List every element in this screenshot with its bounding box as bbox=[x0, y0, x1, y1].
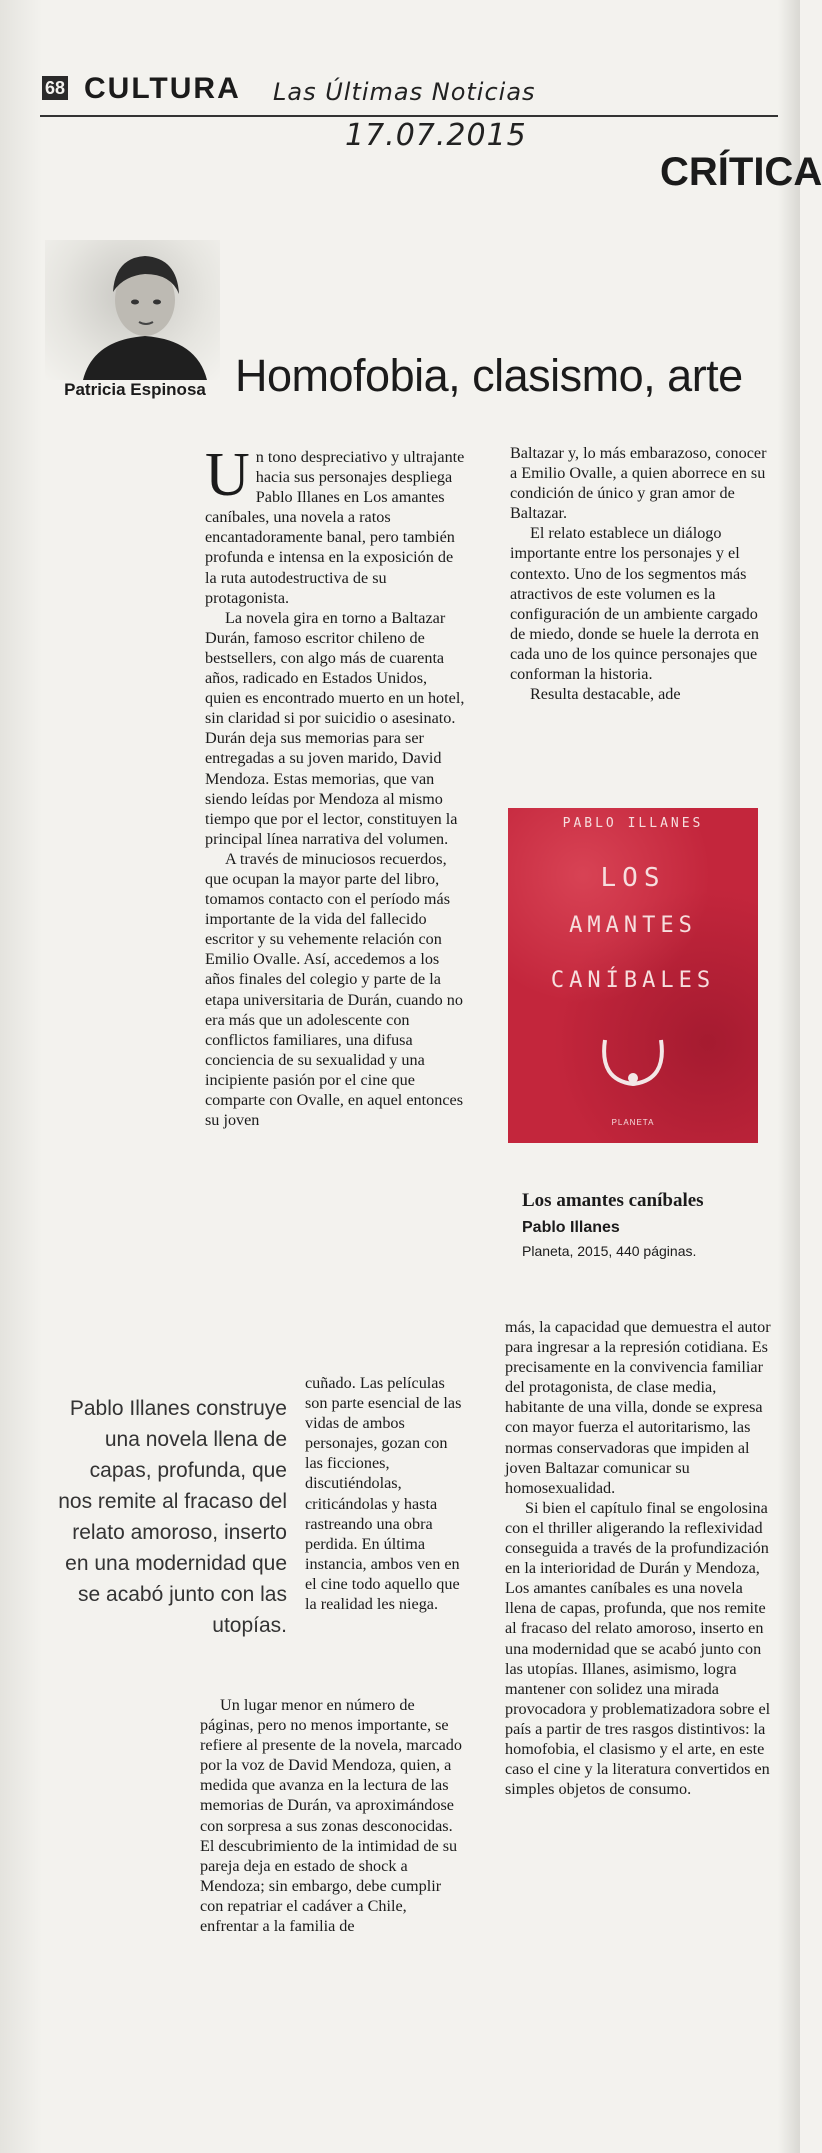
article-column-right-top bbox=[510, 443, 775, 704]
page-margin-right bbox=[778, 0, 800, 2153]
book-cover bbox=[508, 808, 758, 1143]
paragraph: n tono despreciativo y ultrajante hacia sus personajes despliega Pablo Illanes en Los amantes caníbales, una novela a ratos encantadoramente banal, pero también profunda e intensa en la exposición de la ruta autodestructiva de su protagonista. bbox=[205, 448, 465, 607]
paragraph: La novela gira en torno a Baltazar Durán, famoso escritor chileno de bestsellers, con algo más de cuarenta años, radicado en Estados Unidos, quien es encontrado muerto en un hotel, sin claridad si por suicidio o asesinato. Durán deja sus memorias para ser entregadas a su joven marido, David Mendoza. Estas memorias, que van siendo leídas por Mendoza al mismo tiempo que por el lector, constituyen la principal línea narrativa del volumen. bbox=[205, 608, 465, 848]
page-header bbox=[38, 70, 778, 110]
article-headline: Homofobia, clasismo, arte bbox=[235, 350, 743, 401]
paragraph: más, la capacidad que demuestra el autor para ingresar a la represión cotidiana. Es precisamente en la convivencia familiar del protagonista, de clase media, habitante de una villa, donde se expresa con mayor fuerza el autoritarismo, las normas conservadoras que impiden al joven Baltazar comunicar su homosexualidad. bbox=[505, 1318, 771, 1497]
ring-icon bbox=[593, 1020, 673, 1092]
book-cover-title-line: CANÍBALES bbox=[550, 968, 716, 993]
article-column-middle bbox=[200, 1695, 468, 1936]
paragraph: El relato establece un diálogo importante entre los personajes y el contexto. Uno de los segmentos más atractivos de este volumen es la configuración de un ambiente cargado de miedo, donde se huele la derrota en cada uno de los quince personajes que conforman la historia. bbox=[510, 524, 760, 684]
page-margin-left bbox=[0, 0, 42, 2153]
paragraph: Un lugar menor en número de páginas, pero no menos importante, se refiere al presente de la novela, marcado por la voz de David Mendoza, quien, a medida que avanza en la lectura de las memorias de Durán, va aproximándose con sorpresa a sus zonas desconocidas. El descubrimiento de la intimidad de su pareja deja en estado de shock a Mendoza; sin embargo, debe cumplir con repatriar el cadáver a Chile, enfrentar a la familia de bbox=[200, 1696, 462, 1936]
article-column-right-bottom bbox=[505, 1317, 775, 1799]
paragraph: Resulta destacable, ade bbox=[530, 685, 681, 704]
paragraph: A través de minuciosos recuerdos, que ocupan la mayor parte del libro, tomamos contacto con el período más importante de la vida del fallecido escritor y su vehemente relación con Emilio Ovalle. Así, accedemos a los años finales del colegio y parte de la etapa universitaria de Durán, cuando no era más que un adolescente con conflictos familiares, una difusa conciencia de su sexualidad y una incipiente pasión por el cine que comparte con Ovalle, en aquel entonces su joven bbox=[205, 849, 463, 1130]
book-caption-author: Pablo Illanes bbox=[522, 1219, 620, 1236]
paragraph: cuñado. Las películas son parte esencial de las vidas de ambos personajes, gozan con las ficciones, discutiéndolas, criticándolas y hasta rastreando una obra perdida. En última instancia, ambos ven en el cine todo aquello que la realidad les niega. bbox=[305, 1374, 462, 1614]
section-title: CULTURA bbox=[84, 72, 241, 105]
handwritten-date: 17.07.2015 bbox=[345, 118, 527, 153]
article-column-left bbox=[205, 441, 465, 1130]
book-cover-title-line: LOS bbox=[600, 863, 666, 893]
drop-cap: U bbox=[205, 441, 250, 509]
book-cover-title-line: AMANTES bbox=[569, 913, 697, 938]
page-number: 68 bbox=[42, 76, 68, 100]
pull-quote: Pablo Illanes construye una novela llena de capas, profunda, que nos remite al fracaso del relato amoroso, inserto en una modernidad que se acabó junto con las utopías. bbox=[58, 1397, 287, 1637]
author-portrait-icon bbox=[45, 240, 220, 380]
handwritten-source: Las Últimas Noticias bbox=[273, 78, 536, 106]
book-cover-author: PABLO ILLANES bbox=[562, 816, 704, 831]
paragraph: Baltazar y, lo más embarazoso, conocer a Emilio Ovalle, a quien aborrece en su condición de único y gran amor de Baltazar. bbox=[510, 444, 767, 523]
author-photo bbox=[45, 240, 220, 380]
author-name: Patricia Espinosa bbox=[64, 380, 206, 399]
paragraph: Si bien el capítulo final se engolosina con el thriller aligerando la reflexividad conseguida a través de la profundización en la interioridad de Durán y Mendoza, Los amantes caníbales es una novela llena de capas, profunda, que nos remite al fracaso del relato amoroso, inserto en una modernidad que se acabó junto con las utopías. Illanes, asimismo, logra mantener con solidez una mirada provocadora y problematizadora sobre el país a partir de tres rasgos distintivos: la homofobia, el clasismo y el arte, en este caso el cine y la literatura convertidos en simples objetos de consumo. bbox=[505, 1498, 771, 1799]
header-rule bbox=[40, 115, 778, 117]
book-caption-details: Planeta, 2015, 440 páginas. bbox=[522, 1243, 697, 1259]
book-caption-title: Los amantes caníbales bbox=[522, 1190, 704, 1211]
book-caption bbox=[522, 1190, 762, 1259]
article-column-narrow bbox=[305, 1373, 465, 1614]
category-label: CRÍTICA bbox=[660, 150, 822, 194]
book-cover-publisher: PLANETA bbox=[611, 1118, 655, 1127]
